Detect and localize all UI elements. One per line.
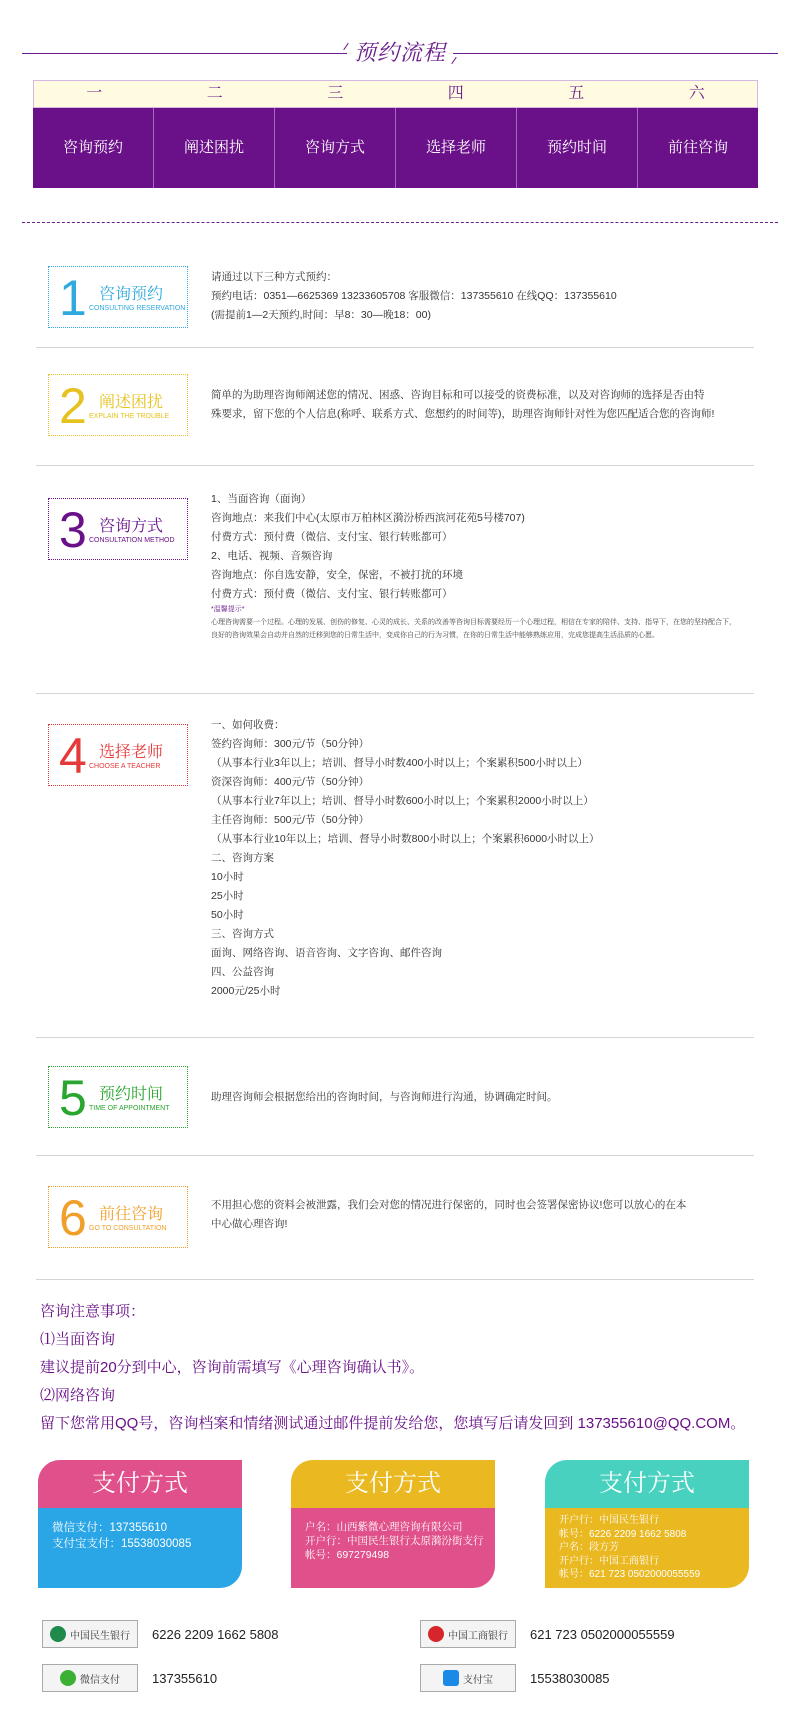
- title-line-right: [453, 53, 778, 54]
- text-line: 付费方式：预付费（微信、支付宝、银行转账都可）: [211, 531, 453, 543]
- badge-title: 前往咨询: [99, 1206, 164, 1223]
- card-line: 开户行：中国民生银行: [559, 1515, 659, 1526]
- account-wechat: [42, 1664, 217, 1692]
- icbc-bank-logo: [420, 1620, 516, 1648]
- dashed-divider: [22, 222, 778, 223]
- badge-subtitle: CHOOSE A TEACHER: [89, 763, 161, 770]
- badge-number: 1: [59, 270, 87, 326]
- step-badge-6: [48, 1186, 188, 1248]
- logo-text: 支付宝: [463, 1674, 493, 1686]
- logo-text: 中国民生银行: [70, 1630, 130, 1642]
- section-1-reservation: [36, 240, 754, 348]
- payment-card-3: [545, 1460, 749, 1588]
- text-line: 请通过以下三种方式预约：: [211, 271, 337, 283]
- step-label: 咨询方式: [275, 108, 396, 188]
- notice-line: ⑴当面咨询: [40, 1331, 116, 1348]
- notice-line: ⑵网络咨询: [40, 1387, 116, 1404]
- page-title: 预约流程: [353, 40, 446, 65]
- card-body: [291, 1508, 495, 1588]
- card-body: [545, 1508, 749, 1588]
- section-6-visit: [36, 1156, 754, 1280]
- wechat-icon: [60, 1670, 76, 1686]
- step-label: 咨询预约: [33, 108, 154, 188]
- step-number: 五: [568, 85, 585, 102]
- consultation-notice: [40, 1298, 780, 1438]
- text-line: （从事本行业10年以上；培训、督导小时数800小时以上；个案累积6000小时以上）: [211, 833, 600, 845]
- account-number: 15538030085: [530, 1670, 610, 1686]
- account-minsheng: [42, 1620, 279, 1648]
- text-line: 50小时: [211, 909, 244, 921]
- step-badge-5: [48, 1066, 188, 1128]
- card-body: [38, 1508, 242, 1588]
- step-numbers-row: [33, 80, 758, 108]
- card-title: 支付方式: [545, 1460, 749, 1508]
- section-3-method: [36, 466, 754, 694]
- step-number: 一: [86, 85, 103, 102]
- badge-subtitle: EXPLAIN THE TROUBLE: [89, 413, 170, 420]
- section-text: [211, 1196, 686, 1234]
- badge-subtitle: CONSULTING RESERVATION: [89, 305, 186, 312]
- text-line: 一、如何收费：: [211, 719, 285, 731]
- card-line: 户名：段方芳: [559, 1542, 619, 1553]
- step-number: 二: [206, 85, 223, 102]
- account-number: 137355610: [152, 1670, 218, 1686]
- text-line: 二、咨询方案: [211, 852, 274, 864]
- text-line: 中心做心理咨询!: [211, 1218, 288, 1230]
- process-title-row: [22, 36, 778, 66]
- card-line: 户名：山西紫微心理咨询有限公司: [305, 1521, 463, 1533]
- card-line: 开户行：中国民生银行太原漪汾街支行: [305, 1535, 484, 1547]
- text-line: 三、咨询方式: [211, 928, 274, 940]
- text-line: 10小时: [211, 871, 244, 883]
- notice-line: 建议提前20分到中心，咨询前需填写《心理咨询确认书》。: [40, 1359, 425, 1376]
- minsheng-bank-logo: [42, 1620, 138, 1648]
- account-alipay: [420, 1664, 610, 1692]
- text-line: 咨询地点：你自选安静，安全，保密，不被打扰的环境: [211, 569, 463, 581]
- card-title: 支付方式: [38, 1460, 242, 1508]
- step-number: 三: [327, 85, 344, 102]
- step-number: 六: [688, 85, 705, 102]
- text-line: 2、电话、视频、音频咨询: [211, 550, 333, 562]
- step-number: 四: [447, 85, 464, 102]
- section-5-time: [36, 1038, 754, 1156]
- text-line: (需提前1—2天预约,时间：早8：30—晚18：00): [211, 309, 431, 321]
- text-line: 1、当面咨询（面询）: [211, 493, 312, 505]
- text-line: 简单的为助理咨询师阐述您的情况、困惑、咨询目标和可以接受的资费标准，以及对咨询师的选择是否由特: [211, 389, 705, 401]
- text-line: 25小时: [211, 890, 244, 902]
- step-badge-3: [48, 498, 188, 560]
- card-line: 支付宝支付：15538030085: [52, 1538, 192, 1550]
- text-line: （从事本行业3年以上；培训、督导小时数400小时以上；个案累积500小时以上）: [211, 757, 588, 769]
- card-line: 帐号：6226 2209 1662 5808: [559, 1528, 687, 1540]
- payment-card-2: [291, 1460, 495, 1588]
- badge-subtitle: TIME OF APPOINTMENT: [89, 1105, 170, 1112]
- text-line: 2000元/25小时: [211, 985, 281, 997]
- step-badge-4: [48, 724, 188, 786]
- text-line: 预约电话：0351—6625369 13233605708 客服微信：137355610 在线QQ：137355610: [211, 290, 617, 302]
- notice-heading: 咨询注意事项：: [40, 1303, 146, 1320]
- text-line: 殊要求，留下您的个人信息(称呼、联系方式、您想约的时间等)，助理咨询师针对性为您匹配适合您的咨询师!: [211, 408, 715, 420]
- text-line: （从事本行业7年以上；培训、督导小时数600小时以上；个案累积2000小时以上）: [211, 795, 594, 807]
- text-line: 不用担心您的资料会被泄露，我们会对您的情况进行保密的，同时也会签署保密协议!您可以放心的在本: [211, 1199, 687, 1211]
- wechat-pay-logo: [42, 1664, 138, 1692]
- alipay-icon: [443, 1670, 459, 1686]
- step-label: 预约时间: [517, 108, 638, 188]
- account-number: 6226 2209 1662 5808: [152, 1626, 279, 1642]
- text-line: 四、公益咨询: [211, 966, 274, 978]
- card-line: 微信支付：137355610: [52, 1522, 168, 1534]
- alipay-logo: [420, 1664, 516, 1692]
- account-icbc: [420, 1620, 675, 1648]
- badge-title: 选择老师: [99, 744, 164, 761]
- section-text: [211, 1088, 558, 1107]
- badge-title: 咨询方式: [99, 518, 164, 535]
- card-line: 帐号：697279498: [305, 1549, 390, 1561]
- card-line: 帐号：621 723 0502000055559: [559, 1569, 701, 1580]
- bank-icon: [50, 1626, 66, 1642]
- badge-number: 2: [59, 378, 87, 434]
- section-text: [211, 386, 714, 424]
- text-line: 助理咨询师会根据您给出的咨询时间，与咨询师进行沟通，协调确定时间。: [211, 1091, 558, 1103]
- badge-number: 5: [59, 1070, 87, 1126]
- badge-title: 预约时间: [99, 1086, 164, 1103]
- badge-number: 4: [59, 728, 87, 784]
- card-title: 支付方式: [291, 1460, 495, 1508]
- tip-title: *温馨提示*: [211, 606, 245, 613]
- text-line: 签约咨询师：300元/节（50分钟）: [211, 738, 370, 750]
- badge-title: 阐述困扰: [99, 394, 164, 411]
- account-number: 621 723 0502000055559: [530, 1626, 675, 1642]
- badge-number: 6: [59, 1190, 87, 1246]
- badge-title: 咨询预约: [99, 286, 164, 303]
- section-text: [211, 490, 741, 642]
- step-badge-2: [48, 374, 188, 436]
- text-line: 面询、网络咨询、语音咨询、文字咨询、邮件咨询: [211, 947, 442, 959]
- badge-subtitle: CONSULTATION METHOD: [89, 537, 175, 544]
- step-label: 阐述困扰: [154, 108, 275, 188]
- text-line: 资深咨询师：400元/节（50分钟）: [211, 776, 370, 788]
- badge-subtitle: GO TO CONSULTATION: [89, 1225, 167, 1232]
- text-line: 咨询地点：来我们中心(太原市万柏林区漪汾桥西滨河花苑5号楼707): [211, 512, 525, 524]
- logo-text: 中国工商银行: [448, 1630, 508, 1642]
- step-label: 前往咨询: [667, 139, 728, 156]
- section-text: [211, 268, 617, 325]
- logo-text: 微信支付: [80, 1674, 120, 1686]
- text-line: 主任咨询师：500元/节（50分钟）: [211, 814, 370, 826]
- step-label: 选择老师: [396, 108, 517, 188]
- payment-card-1: [38, 1460, 242, 1588]
- text-line: 付费方式：预付费（微信、支付宝、银行转账都可）: [211, 588, 453, 600]
- badge-number: 3: [59, 502, 87, 558]
- section-text: [211, 716, 600, 1001]
- section-2-explain: [36, 348, 754, 466]
- step-table: [33, 80, 758, 188]
- step-badge-1: [48, 266, 188, 328]
- notice-line: 留下您常用QQ号，咨询档案和情绪测试通过邮件提前发给您，您填写后请发回到 137355610@QQ.COM。: [40, 1415, 746, 1432]
- section-4-teacher: [36, 694, 754, 1038]
- step-labels-row: [33, 108, 758, 188]
- bank-icon: [428, 1626, 444, 1642]
- tip-body: 心理咨询需要一个过程。心理的发展、创伤的修复、心灵的成长、关系的改善等咨询目标需要经历一个心理过程，相信在专家的陪伴、支持、指导下，在您的坚持配合下，良好的咨询效果会自动并自然的迁移到您的日常生活中，变成你自己的行为习惯，在你的日常生活中能够熟练应用，完成您提高生活品质的心愿。: [211, 619, 736, 639]
- card-line: 开户行：中国工商银行: [559, 1555, 659, 1567]
